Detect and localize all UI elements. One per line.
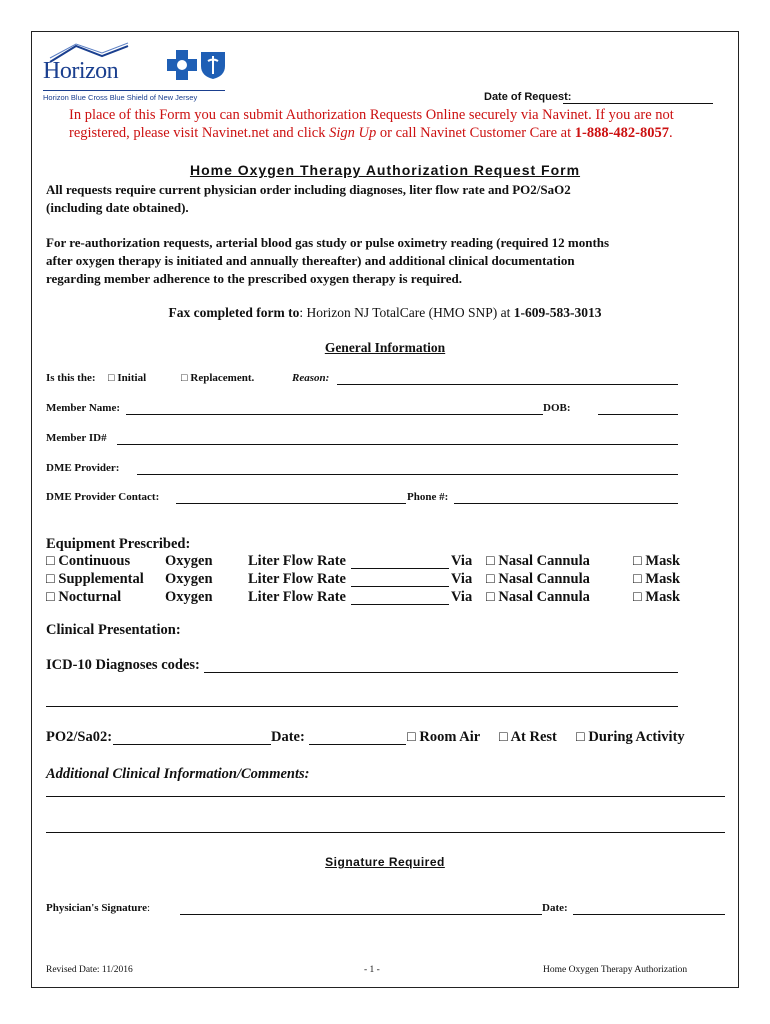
requirements-para1 bbox=[46, 181, 571, 217]
comments-input-line1[interactable] bbox=[46, 796, 725, 797]
logo-word: Horizon bbox=[43, 58, 119, 84]
req1-line2: (including date obtained). bbox=[46, 200, 189, 215]
navinet-notice-line1: In place of this Form you can submit Authorization Requests Online securely via Navinet. If you are not bbox=[69, 107, 674, 123]
physician-signature-label bbox=[46, 902, 150, 914]
is-this-label: Is this the: bbox=[46, 372, 96, 384]
fax-label: Fax completed form to bbox=[168, 305, 300, 320]
icd-label: ICD-10 Diagnoses codes: bbox=[46, 657, 200, 673]
req2-line2: after oxygen therapy is initiated and annually thereafter) and additional clinical documentation bbox=[46, 253, 575, 268]
member-name-input[interactable] bbox=[126, 414, 543, 415]
member-name-label: Member Name: bbox=[46, 402, 121, 414]
dme-contact-input[interactable] bbox=[176, 503, 406, 504]
flow-label: Liter Flow Rate bbox=[248, 553, 346, 569]
replacement-checkbox[interactable]: □ Replacement. bbox=[181, 372, 255, 384]
flow-input[interactable] bbox=[351, 568, 449, 569]
phone-input[interactable] bbox=[454, 503, 678, 504]
notice-end: . bbox=[669, 125, 673, 141]
po2-input[interactable] bbox=[113, 744, 271, 745]
mask-checkbox[interactable]: □ Mask bbox=[633, 589, 681, 605]
dme-provider-input[interactable] bbox=[137, 474, 678, 475]
date-of-request-label: Date of Request: bbox=[484, 91, 572, 103]
fax-number: 1-609-583-3013 bbox=[513, 305, 602, 320]
reason-label: Reason: bbox=[292, 372, 330, 384]
member-id-input[interactable] bbox=[117, 444, 678, 445]
via-label: Via bbox=[451, 553, 473, 569]
oxygen-label: Oxygen bbox=[165, 553, 213, 569]
requirements-para2 bbox=[46, 234, 609, 288]
during-activity-checkbox[interactable]: □ During Activity bbox=[576, 729, 685, 745]
initial-checkbox[interactable]: □ Initial bbox=[108, 372, 147, 384]
sign-up-link[interactable]: Sign Up bbox=[329, 125, 377, 141]
fax-instruction bbox=[0, 305, 770, 321]
flow-input[interactable] bbox=[351, 586, 449, 587]
mask-checkbox[interactable]: □ Mask bbox=[633, 553, 681, 569]
physician-signature-text: Physician's Signature bbox=[46, 902, 147, 914]
page-number: - 1 - bbox=[364, 965, 380, 975]
req2-line1: For re-authorization requests, arterial blood gas study or pulse oximetry reading (required 12 months bbox=[46, 235, 610, 250]
logo-rule bbox=[43, 90, 225, 91]
po2-date-label: Date: bbox=[271, 729, 305, 745]
member-id-label: Member ID# bbox=[46, 432, 107, 444]
po2-date-input[interactable] bbox=[309, 744, 406, 745]
general-info-heading: General Information bbox=[324, 340, 446, 355]
icd-input-line2[interactable] bbox=[46, 706, 678, 707]
phone-label: Phone #: bbox=[407, 491, 449, 503]
nasal-cannula-checkbox[interactable]: □ Nasal Cannula bbox=[486, 571, 590, 587]
footer-doc-title: Home Oxygen Therapy Authorization bbox=[543, 965, 688, 975]
fax-body: Horizon NJ TotalCare (HMO SNP) at bbox=[306, 305, 514, 320]
fax-colon: : bbox=[299, 305, 307, 320]
notice-text-a: registered, please visit Navinet.net and click bbox=[69, 125, 330, 141]
icd-input[interactable] bbox=[204, 672, 678, 673]
room-air-checkbox[interactable]: □ Room Air bbox=[407, 729, 481, 745]
nasal-cannula-checkbox[interactable]: □ Nasal Cannula bbox=[486, 553, 590, 569]
flow-label: Liter Flow Rate bbox=[248, 571, 346, 587]
flow-input[interactable] bbox=[351, 604, 449, 605]
signature-heading: Signature Required bbox=[325, 855, 445, 869]
revised-date: Revised Date: 11/2016 bbox=[46, 965, 133, 975]
additional-info-label: Additional Clinical Information/Comments: bbox=[46, 766, 310, 782]
comments-input-line2[interactable] bbox=[46, 832, 725, 833]
logo-tagline: Horizon Blue Cross Blue Shield of New Jersey bbox=[43, 93, 198, 102]
supplemental-checkbox[interactable]: □ Supplemental bbox=[46, 571, 144, 587]
nasal-cannula-checkbox[interactable]: □ Nasal Cannula bbox=[486, 589, 590, 605]
nocturnal-checkbox[interactable]: □ Nocturnal bbox=[46, 589, 122, 605]
req2-line3: regarding member adherence to the prescribed oxygen therapy is required. bbox=[46, 271, 462, 286]
dob-input[interactable] bbox=[598, 414, 678, 415]
po2-label: PO2/Sa02: bbox=[46, 729, 113, 745]
physician-signature-input[interactable] bbox=[180, 914, 542, 915]
at-rest-checkbox[interactable]: □ At Rest bbox=[499, 729, 557, 745]
oxygen-label: Oxygen bbox=[165, 589, 213, 605]
via-label: Via bbox=[451, 589, 473, 605]
form-title: Home Oxygen Therapy Authorization Request Form bbox=[189, 162, 581, 178]
flow-label: Liter Flow Rate bbox=[248, 589, 346, 605]
mask-checkbox[interactable]: □ Mask bbox=[633, 571, 681, 587]
navinet-phone: 1-888-482-8057 bbox=[574, 125, 669, 141]
equipment-heading: Equipment Prescribed: bbox=[46, 536, 191, 552]
continuous-checkbox[interactable]: □ Continuous bbox=[46, 553, 131, 569]
reason-input[interactable] bbox=[337, 384, 678, 385]
via-label: Via bbox=[451, 571, 473, 587]
dme-contact-label: DME Provider Contact: bbox=[46, 491, 160, 503]
dme-provider-label: DME Provider: bbox=[46, 462, 120, 474]
oxygen-label: Oxygen bbox=[165, 571, 213, 587]
physician-signature-colon: : bbox=[146, 902, 151, 914]
dob-label: DOB: bbox=[543, 402, 571, 414]
notice-text-b: or call Navinet Customer Care at bbox=[376, 125, 575, 141]
blue-cross-icon bbox=[167, 50, 197, 80]
date-of-request-input[interactable] bbox=[563, 103, 713, 104]
clinical-presentation-label: Clinical Presentation: bbox=[46, 622, 181, 638]
signature-date-input[interactable] bbox=[573, 914, 725, 915]
req1-line1: All requests require current physician order including diagnoses, liter flow rate and PO2/SaO2 bbox=[46, 182, 571, 197]
blue-shield-icon bbox=[200, 50, 226, 80]
navinet-notice-line2 bbox=[69, 124, 673, 143]
signature-date-label: Date: bbox=[542, 902, 568, 914]
